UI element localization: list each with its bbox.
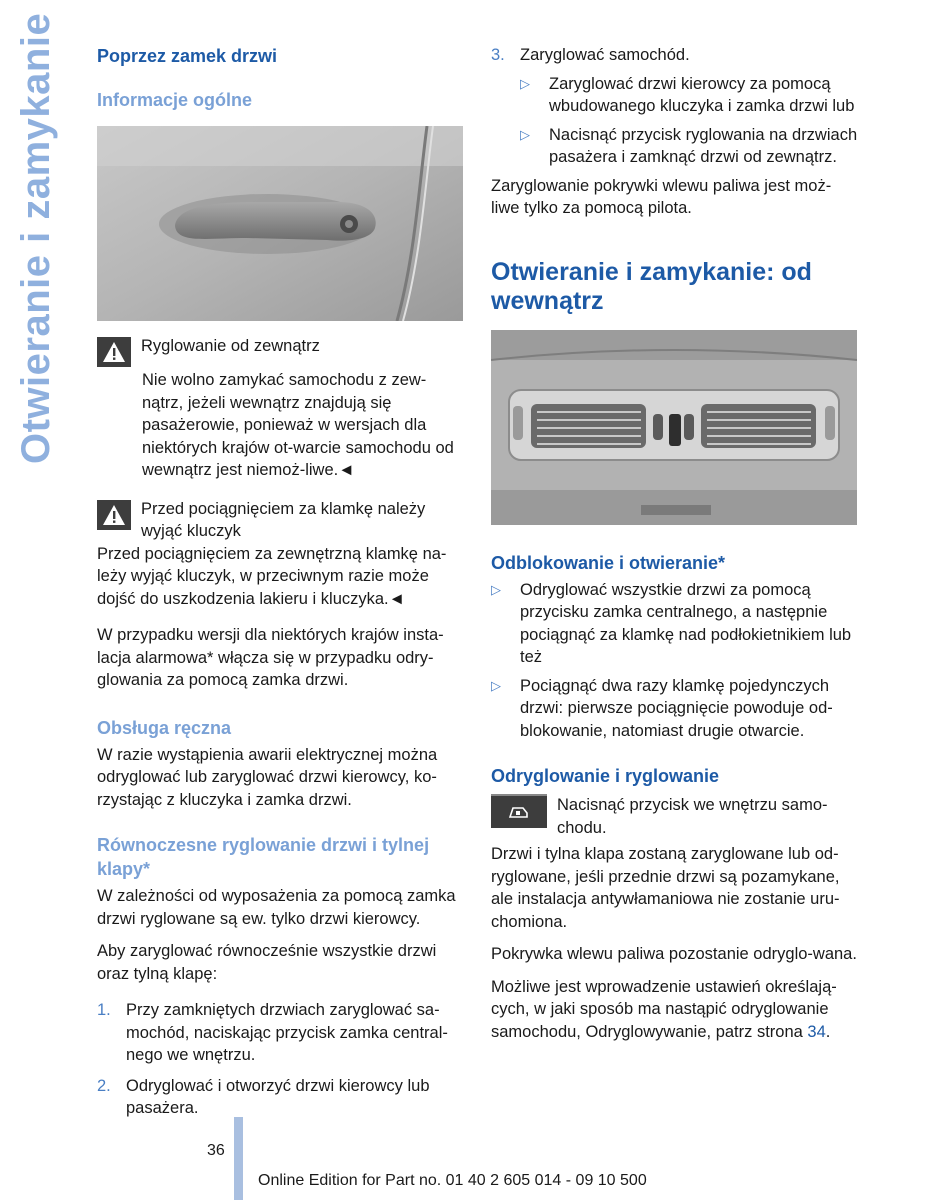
heading-door-lock: Poprzez zamek drzwi (97, 46, 278, 66)
triangle-bullet-icon: ▷ (491, 677, 501, 693)
warning-body: Nie wolno zamykać samochodu z zew-nątrz, jeżeli wewnątrz znajdują się pasażerowie, ponieważ w wersjach dla niektórych krajów ot-warcie samochodu od wewnątrz jest niemoż-liwe.◄ (142, 371, 454, 479)
warning-triangle-icon (97, 500, 131, 530)
central-lock-button-icon (491, 794, 547, 828)
list-item: ▷ Zaryglować drzwi kierowcy za pomocą wbudowanego kluczyka i zamka drzwi lub (520, 73, 859, 118)
list-item: 3. Zaryglować samochód. (491, 46, 690, 64)
list-item: ▷ Pociągnąć dwa razy klamkę pojedynczych drzwi: pierwsze pociągnięcie powoduje od-blokowanie, natomiast drugie otwarcie. (491, 675, 859, 743)
door-handle-photo (97, 126, 463, 321)
footer-accent-bar (234, 1117, 243, 1200)
triangle-bullet-icon: ▷ (520, 126, 530, 142)
unlock-list (491, 579, 859, 743)
lock-paragraph-2: Pokrywka wlewu paliwa pozostanie odryglo-wana. (491, 945, 857, 963)
door-handle-image (97, 126, 463, 321)
list-item: 1. Przy zamkniętych drzwiach zaryglować sa-mochód, naciskając przycisk zamka central-nego we wnętrzu. (97, 1001, 448, 1064)
heading-unlock-open: Odblokowanie i otwieranie* (491, 552, 726, 573)
side-chapter-title: Otwieranie i zamykanie (14, 12, 58, 464)
steps-list (97, 999, 465, 1120)
triangle-bullet-icon: ▷ (491, 581, 501, 597)
heading-manual-operation: Obsługa ręczna (97, 717, 232, 738)
warning-remove-key (97, 498, 465, 543)
heading-simultaneous-locking: Równoczesne ryglowanie drzwi i tylnej klapy* (97, 835, 430, 879)
lock-paragraph-3: Możliwe jest wprowadzenie ustawień określają-cych, w jaki sposób ma nastąpić odryglowanie samochodu, Odryglowywanie, patrz strona 34. (491, 977, 837, 1041)
left-column (97, 44, 465, 1120)
warning-body: Przed pociągnięciem za zewnętrzną klamkę na-leży wyjąć kluczyk, w przeciwnym razie może dojść do uszkodzenia lakieru i kluczyka.◄ (97, 544, 447, 608)
warning-title: Przed pociągnięciem za klamkę należy wyjąć kluczyk (141, 499, 426, 540)
heading-unlock-lock: Odryglowanie i ryglowanie (491, 766, 720, 786)
warning-triangle-icon (97, 337, 131, 367)
heading-general-info: Informacje ogólne (97, 90, 253, 110)
vent-panel-photo (491, 330, 857, 525)
lock-paragraph-1: Drzwi i tylna klapa zostaną zaryglowane lub od-ryglowane, jeśli przednie drzwi są pozamykane, ale instalacja antywłamaniowa nie zostanie uru-chomiona. (491, 845, 840, 931)
right-column (491, 44, 859, 1043)
simultaneous-paragraph-2: Aby zaryglować równocześnie wszystkie drzwi oraz tylną klapę: (97, 942, 437, 983)
list-item: ▷ Nacisnąć przycisk ryglowania na drzwiach pasażera i zamknąć drzwi od zewnątrz. (520, 124, 859, 169)
footer-edition: Online Edition for Part no. 01 40 2 605 014 - 09 10 500 (258, 1172, 647, 1189)
list-item: ▷ Odryglować wszystkie drzwi za pomocą przycisku zamka centralnego, a następnie pociągnąć za klamkę nad podłokietnikiem lub też (491, 579, 859, 669)
central-lock-text: Nacisnąć przycisk we wnętrzu samo-chodu. (557, 796, 828, 837)
warning-lock-outside (97, 335, 465, 367)
fuel-cap-paragraph: Zaryglowanie pokrywki wlewu paliwa jest moż-liwe tylko za pomocą pilota. (491, 176, 832, 217)
heading-open-close-inside: Otwieranie i zamykanie: od wewnątrz (491, 257, 812, 315)
triangle-bullet-icon: ▷ (520, 75, 530, 91)
manual-paragraph: W razie wystąpienia awarii elektrycznej można odryglować lub zaryglować drzwi kierowcy, ko-rzystając z kluczyka i zamka drzwi. (97, 745, 438, 809)
page-reference-link[interactable]: 34 (807, 1022, 826, 1041)
alarm-paragraph: W przypadku wersji dla niektórych krajów insta-lacja alarmowa* włącza się w przypadku odry-glowania za pomocą zamka drzwi. (97, 626, 444, 689)
vent-panel-image (491, 330, 857, 525)
simultaneous-paragraph-1: W zależności od wyposażenia za pomocą zamka drzwi ryglowane są ew. tylko drzwi kierowcy. (97, 887, 456, 928)
central-lock-instruction (491, 794, 859, 839)
warning-title: Ryglowanie od zewnątrz (141, 337, 320, 355)
step-3-list (491, 44, 859, 67)
step-3-sublist (520, 73, 859, 169)
list-item: 2. Odryglować i otworzyć drzwi kierowcy lub pasażera. (97, 1076, 430, 1117)
page-number: 36 (207, 1142, 225, 1159)
